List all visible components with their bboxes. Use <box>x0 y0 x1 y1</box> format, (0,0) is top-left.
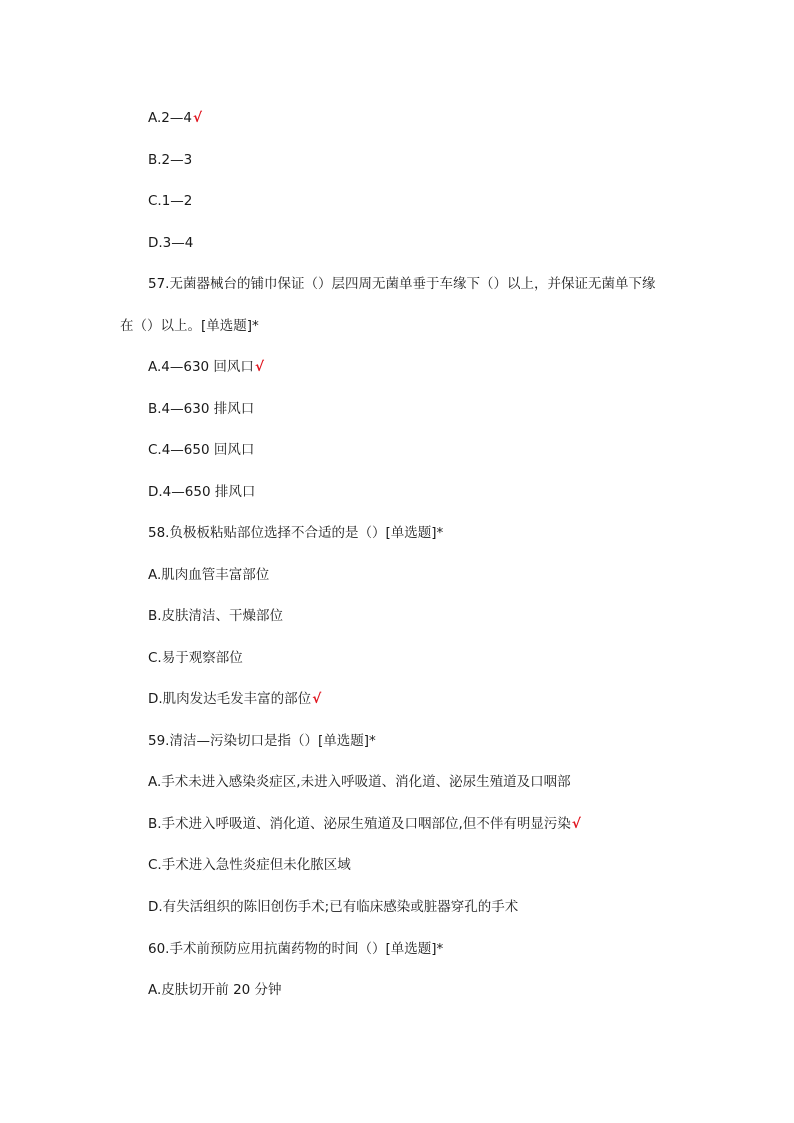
option-56-c: C.1—2 <box>148 193 193 209</box>
option-57-c: C.4—650 回风口 <box>148 442 255 458</box>
check-mark-icon: √ <box>571 816 581 832</box>
option-57-a: A.4—630 回风口√ <box>148 359 264 375</box>
question-60: 60.手术前预防应用抗菌药物的时间（）[单选题]* <box>148 941 444 957</box>
option-58-d: D.肌肉发达毛发丰富的部位√ <box>148 691 322 707</box>
question-57: 57.无菌器械台的铺巾保证（）层四周无菌单垂于车缘下（）以上，并保证无菌单下缘 <box>148 276 656 292</box>
check-mark-icon: √ <box>192 110 202 126</box>
option-56-a: A.2—4√ <box>148 110 202 126</box>
option-58-b: B.皮肤清洁、干燥部位 <box>148 608 284 624</box>
option-59-b: B.手术进入呼吸道、消化道、泌尿生殖道及口咽部位,但不伴有明显污染√ <box>148 816 581 832</box>
option-59-d: D.有失活组织的陈旧创伤手术;已有临床感染或脏器穿孔的手术 <box>148 899 519 915</box>
question-59: 59.清洁—污染切口是指（）[单选题]* <box>148 733 376 749</box>
option-60-a: A.皮肤切开前 20 分钟 <box>148 982 282 998</box>
check-mark-icon: √ <box>312 691 322 707</box>
option-59-a: A.手术未进入感染炎症区,未进入呼吸道、消化道、泌尿生殖道及口咽部 <box>148 774 571 790</box>
question-57-continued: 在（）以上。[单选题]* <box>120 318 259 334</box>
option-58-a: A.肌肉血管丰富部位 <box>148 567 270 583</box>
option-57-b: B.4—630 排风口 <box>148 401 255 417</box>
option-59-c: C.手术进入急性炎症但未化脓区域 <box>148 857 351 873</box>
option-56-b: B.2—3 <box>148 152 193 168</box>
check-mark-icon: √ <box>254 359 264 375</box>
question-58: 58.负极板粘贴部位选择不合适的是（）[单选题]* <box>148 525 444 541</box>
option-57-d: D.4—650 排风口 <box>148 484 256 500</box>
option-56-d: D.3—4 <box>148 235 194 251</box>
option-58-c: C.易于观察部位 <box>148 650 243 666</box>
